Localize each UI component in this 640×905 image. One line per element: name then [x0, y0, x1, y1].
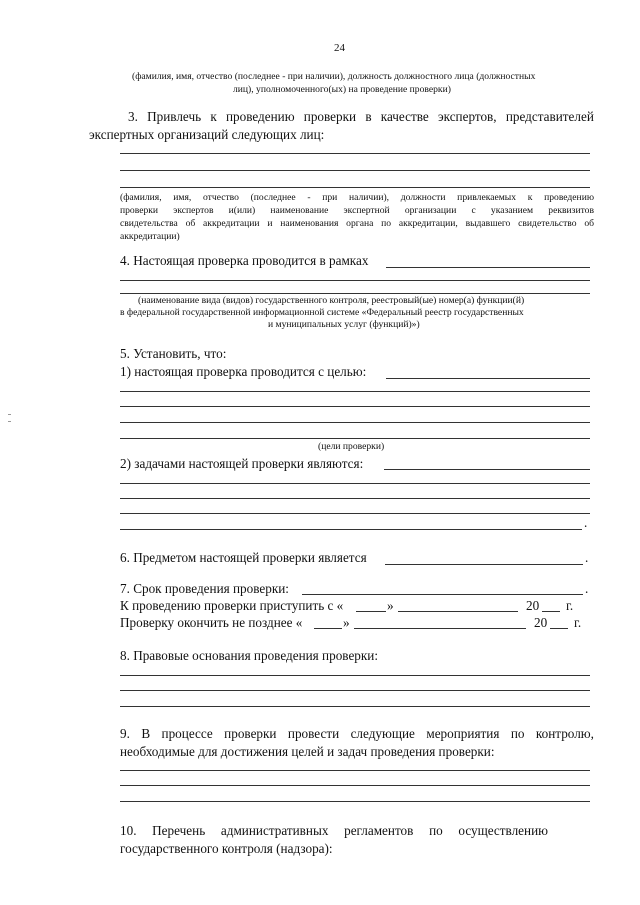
legal-basis-field-line-3[interactable]: [120, 706, 590, 707]
tasks-field-line-3[interactable]: [120, 498, 590, 499]
tasks-field-line-4[interactable]: [120, 513, 590, 514]
item-6-heading: 6. Предметом настоящей проверки является: [120, 550, 367, 565]
word: проведению: [225, 109, 295, 124]
item-3-heading-line-1: [128, 109, 594, 125]
word: 3.: [128, 109, 138, 124]
control-type-field-line-2[interactable]: [120, 280, 590, 281]
control-type-caption-line-3: и муниципальных услуг (функций)»): [268, 319, 420, 330]
experts-caption-line-2: проверки экспертов и(или) наименование экспертной организации с указанием реквизитов: [120, 205, 594, 216]
word: Перечень: [152, 823, 206, 838]
start-date-quote: »: [387, 598, 394, 613]
end-year-field[interactable]: [550, 628, 568, 629]
page-number: 24: [334, 42, 345, 54]
subject-end-dot: .: [585, 550, 589, 565]
measures-field-line-1[interactable]: [120, 770, 590, 771]
goal-field-line-3[interactable]: [120, 406, 590, 407]
word: контролю,: [535, 726, 594, 741]
end-year-suffix: г.: [574, 615, 582, 630]
official-caption-line-2: лиц), уполномоченного(ых) на проведение проверки): [233, 84, 451, 95]
control-type-field-line-1[interactable]: [386, 267, 590, 268]
word: Привлечь: [147, 109, 202, 124]
tasks-field-line-5[interactable]: [120, 529, 582, 530]
item-5-heading: 5. Установить, что:: [120, 346, 227, 361]
word: экспертов,: [437, 109, 497, 124]
tasks-end-dot: .: [584, 515, 588, 530]
item-3-heading-line-2: экспертных организаций следующих лиц:: [89, 127, 325, 142]
item-9-heading-line-1: [120, 726, 594, 742]
term-end-dot: .: [585, 581, 589, 596]
experts-caption-line-1: (фамилия, имя, отчество (последнее - при наличии), должности привлекаемых к проведению: [120, 192, 594, 203]
start-year-field[interactable]: [542, 611, 560, 612]
scan-mark: [8, 414, 11, 415]
experts-caption-line-4: аккредитации): [120, 231, 180, 242]
word: представителей: [505, 109, 594, 124]
legal-basis-field-line-1[interactable]: [120, 675, 590, 676]
word: В: [141, 726, 151, 741]
word: провести: [287, 726, 340, 741]
official-caption-line-1: (фамилия, имя, отчество (последнее - при наличии), должность должностного лица (должностных: [132, 71, 536, 82]
control-type-field-line-3[interactable]: [120, 293, 590, 294]
goal-caption: (цели проверки): [318, 441, 385, 452]
item-10-heading-line-2: государственного контроля (надзора):: [120, 841, 333, 856]
word: в: [365, 109, 372, 124]
control-type-caption-line-1: (наименование вида (видов) государственного контроля, реестровый(ые) номер(а) функции(й): [138, 295, 525, 306]
end-year-prefix: 20: [534, 615, 548, 630]
word: к: [210, 109, 217, 124]
tasks-field-line-2[interactable]: [120, 483, 590, 484]
experts-caption-line-3: свидетельства об аккредитации и наименования органа по аккредитации, выдавшего свидетельство об: [120, 218, 594, 229]
word: проверки: [303, 109, 357, 124]
start-month-field[interactable]: [398, 611, 518, 612]
tasks-field-line-1[interactable]: [384, 469, 590, 470]
word: процессе: [161, 726, 213, 741]
measures-field-line-2[interactable]: [120, 785, 590, 786]
start-year-prefix: 20: [526, 598, 540, 613]
item-9-heading-line-2: необходимые для достижения целей и задач проведения проверки:: [120, 744, 495, 759]
goal-field-line-2[interactable]: [120, 391, 590, 392]
word: 9.: [120, 726, 130, 741]
subject-field-line[interactable]: [385, 564, 583, 565]
word: осуществлению: [458, 823, 548, 838]
start-year-suffix: г.: [566, 598, 574, 613]
start-day-field[interactable]: [356, 611, 386, 612]
goal-field-line-4[interactable]: [120, 422, 590, 423]
item-5-1-goal-label: 1) настоящая проверка проводится с целью:: [120, 364, 367, 379]
end-day-field[interactable]: [314, 628, 342, 629]
word: по: [429, 823, 443, 838]
term-field-line[interactable]: [302, 594, 583, 595]
item-10-heading-line-1: [120, 823, 548, 839]
word: по: [510, 726, 525, 741]
control-type-caption-line-2: в федеральной государственной информационной системе «Федеральный реестр государственных: [120, 307, 524, 318]
experts-field-line-3[interactable]: [120, 187, 590, 188]
legal-basis-field-line-2[interactable]: [120, 690, 590, 691]
measures-field-line-3[interactable]: [120, 801, 590, 802]
end-date-quote: »: [343, 615, 350, 630]
experts-caption: [120, 191, 594, 243]
experts-field-line-2[interactable]: [120, 170, 590, 171]
word: административных: [220, 823, 329, 838]
item-4-heading: 4. Настоящая проверка проводится в рамках: [120, 253, 369, 268]
end-date-prefix: Проверку окончить не позднее «: [120, 615, 303, 630]
item-5-2-tasks-label: 2) задачами настоящей проверки являются:: [120, 456, 364, 471]
item-8-heading: 8. Правовые основания проведения проверки:: [120, 648, 379, 663]
experts-field-line-1[interactable]: [120, 153, 590, 154]
word: регламентов: [344, 823, 414, 838]
goal-field-line-1[interactable]: [386, 378, 590, 379]
end-month-field[interactable]: [354, 628, 526, 629]
word: 10.: [120, 823, 137, 838]
word: проверки: [224, 726, 277, 741]
item-7-heading: 7. Срок проведения проверки:: [120, 581, 289, 596]
start-date-prefix: К проведению проверки приступить с «: [120, 598, 344, 613]
word: мероприятия: [426, 726, 500, 741]
goal-field-line-5[interactable]: [120, 438, 590, 439]
scan-mark: [8, 421, 11, 422]
word: следующие: [350, 726, 415, 741]
word: качестве: [380, 109, 429, 124]
